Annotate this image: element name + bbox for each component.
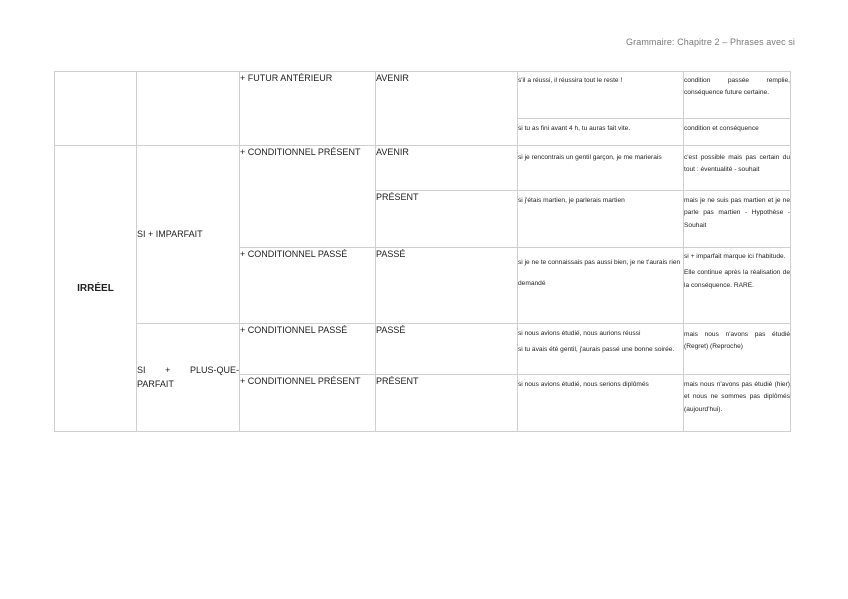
hypothesis-si-plus-que-parfait: SI + PLUS-QUE-PARFAIT bbox=[137, 324, 240, 432]
tense-cell: + CONDITIONNEL PASSÉ bbox=[240, 248, 376, 324]
comment-line: si + imparfait marque ici l'habitude. bbox=[684, 253, 786, 260]
category-irreel: IRRÉEL bbox=[55, 146, 137, 432]
page-header: Grammaire: Chapitre 2 – Phrases avec si bbox=[626, 37, 795, 47]
comment-cell: condition et conséquence bbox=[684, 119, 791, 146]
example-cell: si je ne te connaissais pas aussi bien, je ne t'aurais rien demandé bbox=[518, 248, 684, 324]
tense-cell: + CONDITIONNEL PRÉSENT bbox=[240, 375, 376, 432]
time-cell: PASSÉ bbox=[376, 248, 518, 324]
example-cell: si j'étais martien, je parlerais martien bbox=[518, 191, 684, 248]
hypothesis-si-imparfait: SI + IMPARFAIT bbox=[137, 146, 240, 324]
tense-cell: + CONDITIONNEL PRÉSENT bbox=[240, 146, 376, 248]
time-cell: PRÉSENT bbox=[376, 191, 518, 248]
time-cell: AVENIR bbox=[376, 146, 518, 191]
example-line: si tu avais été gentil, j'aurais passé une bonne soirée. bbox=[518, 346, 675, 354]
hypothesis-cell-top bbox=[137, 72, 240, 146]
tense-cell: + CONDITIONNEL PASSÉ bbox=[240, 324, 376, 375]
time-cell: AVENIR bbox=[376, 72, 518, 146]
comment-cell bbox=[684, 248, 791, 324]
comment-cell: mais nous n'avons pas étudié (hier) et nous ne sommes pas diplômés (aujourd'hui). bbox=[684, 375, 791, 432]
comment-cell: mais je ne suis pas martien et je ne parle pas martien - Hypothèse - Souhait bbox=[684, 191, 791, 248]
category-cell-top bbox=[55, 72, 137, 146]
example-cell: si tu as fini avant 4 h, tu auras fait vite. bbox=[518, 119, 684, 146]
comment-cell: condition passée remplie, conséquence future certaine. bbox=[684, 72, 791, 119]
time-cell: PASSÉ bbox=[376, 324, 518, 375]
example-line: si nous avions étudié, nous aurions réussi bbox=[518, 330, 641, 337]
conditional-table bbox=[54, 71, 791, 432]
time-cell: PRÉSENT bbox=[376, 375, 518, 432]
comment-line: Elle continue après la réalisation de la conséquence. RARE. bbox=[684, 269, 790, 289]
tense-cell: + FUTUR ANTÉRIEUR bbox=[240, 72, 376, 146]
example-cell bbox=[518, 324, 684, 375]
example-cell: s'il a réussi, il réussira tout le reste ! bbox=[518, 72, 684, 119]
example-cell: si je rencontrais un gentil garçon, je me marierais bbox=[518, 146, 684, 191]
comment-cell: c'est possible mais pas certain du tout : éventualité - souhait bbox=[684, 146, 791, 191]
example-cell: si nous avions étudié, nous serions diplômés bbox=[518, 375, 684, 432]
comment-cell: mais nous n'avons pas étudié (Regret) (Reproche) bbox=[684, 324, 791, 375]
